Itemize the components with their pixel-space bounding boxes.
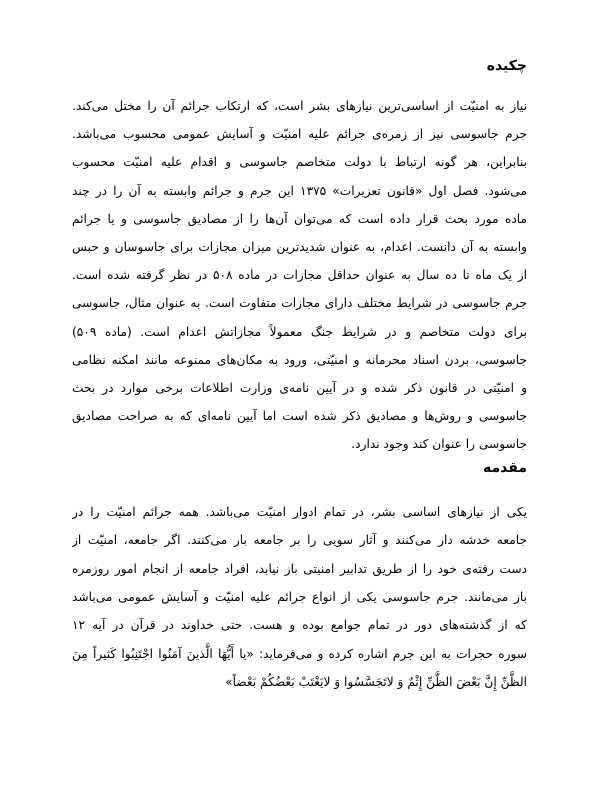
abstract-line: جاسوسی، بردن اسناد محرمانه و امنیّتی، ورود به مکان‌های ممنوعه مانند امکنه نظامی bbox=[72, 352, 527, 367]
introduction-line: الظَّنِّ إِنَّ بَعْضَ الظَّنِّ إِثْمٌ وَ لاتَجَسَّسُوا وَ لایَغْتَبْ بَعْضُکُمْ بَعْضاً» bbox=[225, 674, 527, 689]
abstract-line: جرم جاسوسی نیز از زمره‌ی جرائم علیه امنیّت و آسایش عمومی محسوب می‌باشد. bbox=[72, 127, 527, 142]
abstract-line: بنابراین، هر گونه ارتباط با دولت متخاصم جاسوسی و اقدام علیه امنیّت محسوب bbox=[72, 155, 527, 170]
introduction-line: که از گذشته‌های دور در تمام جوامع بوده و هست. حتی خداوند در قرآن در آیه ۱۲ bbox=[72, 618, 527, 633]
introduction-heading: مقدمه bbox=[483, 460, 527, 476]
abstract-line: برای دولت متخاصم و در شرایط جنگ معمولاً مجازاتش اعدام است. (ماده ۵۰۹) bbox=[72, 324, 527, 339]
abstract-line: و امنیّتی در قانون ذکر شده و در آیین نامه‌ی وزارت اطلاعات برخی موارد در بحث bbox=[72, 381, 527, 395]
abstract-line: ماده مورد بحث قرار داده است که می‌توان آن‌ها را از مصادیق جاسوسی و یا جرائم bbox=[72, 211, 527, 226]
introduction-line: باز می‌مانند. جرم جاسوسی یکی از انواع جرائم علیه امنیّت و آسایش عمومی می‌باشد bbox=[72, 589, 527, 604]
introduction-line: جامعه خدشه دار می‌کنند و آثار سویی را بر جامعه بار می‌کنند. اگر جامعه، امنیّت از bbox=[72, 533, 527, 548]
abstract-line: نیاز به امنیّت از اساسی‌ترین نیازهای بشر است، که ارتکاب جرائم آن را مختل می‌کند. bbox=[72, 99, 527, 113]
abstract-line: جاسوسی و روش‌ها و مصادیق ذکر شده است اما آیین نامه‌ای که به صراحت مصادیق bbox=[72, 409, 527, 424]
abstract-line: می‌شود. فصل اول «قانون تعزیرات» ۱۳۷۵ این جرم و جرائم وابسته به آن را در چند bbox=[72, 183, 527, 198]
abstract-line: وابسته به آن دانست. اعدام، به عنوان شدیدترین میزان مجازات برای جاسوسان و حبس bbox=[72, 240, 527, 254]
introduction-line: دست رفته‌ی خود را از طریق تدابیر امنیتی باز نیابد، افراد جامعه از انجام امور روزمره bbox=[72, 561, 527, 576]
abstract-line: جرم جاسوسی در شرایط مختلف دارای مجازات متفاوت است. به عنوان مثال، جاسوسی bbox=[72, 296, 527, 311]
introduction-line: سوره حجرات به این جرم اشاره کرده و می‌فرماید: «یا أَیُّهَا الَّذینَ آمَنُوا اجْتَنِبُوا کَثیراً مِنَ bbox=[72, 646, 527, 661]
abstract-line: جاسوسی را عنوان کند وجود ندارد. bbox=[351, 437, 527, 452]
abstract-heading: چکیده bbox=[486, 58, 527, 74]
introduction-line: یکی از نیازهای اساسی بشر، در تمام ادوار امنیّت می‌باشد. همه جرائم امنیّت را در bbox=[72, 505, 527, 519]
abstract-line: از یک ماه تا ده سال به عنوان حداقل مجازات در ماده ۵۰۸ در نظر گرفته شده است. bbox=[72, 268, 527, 283]
